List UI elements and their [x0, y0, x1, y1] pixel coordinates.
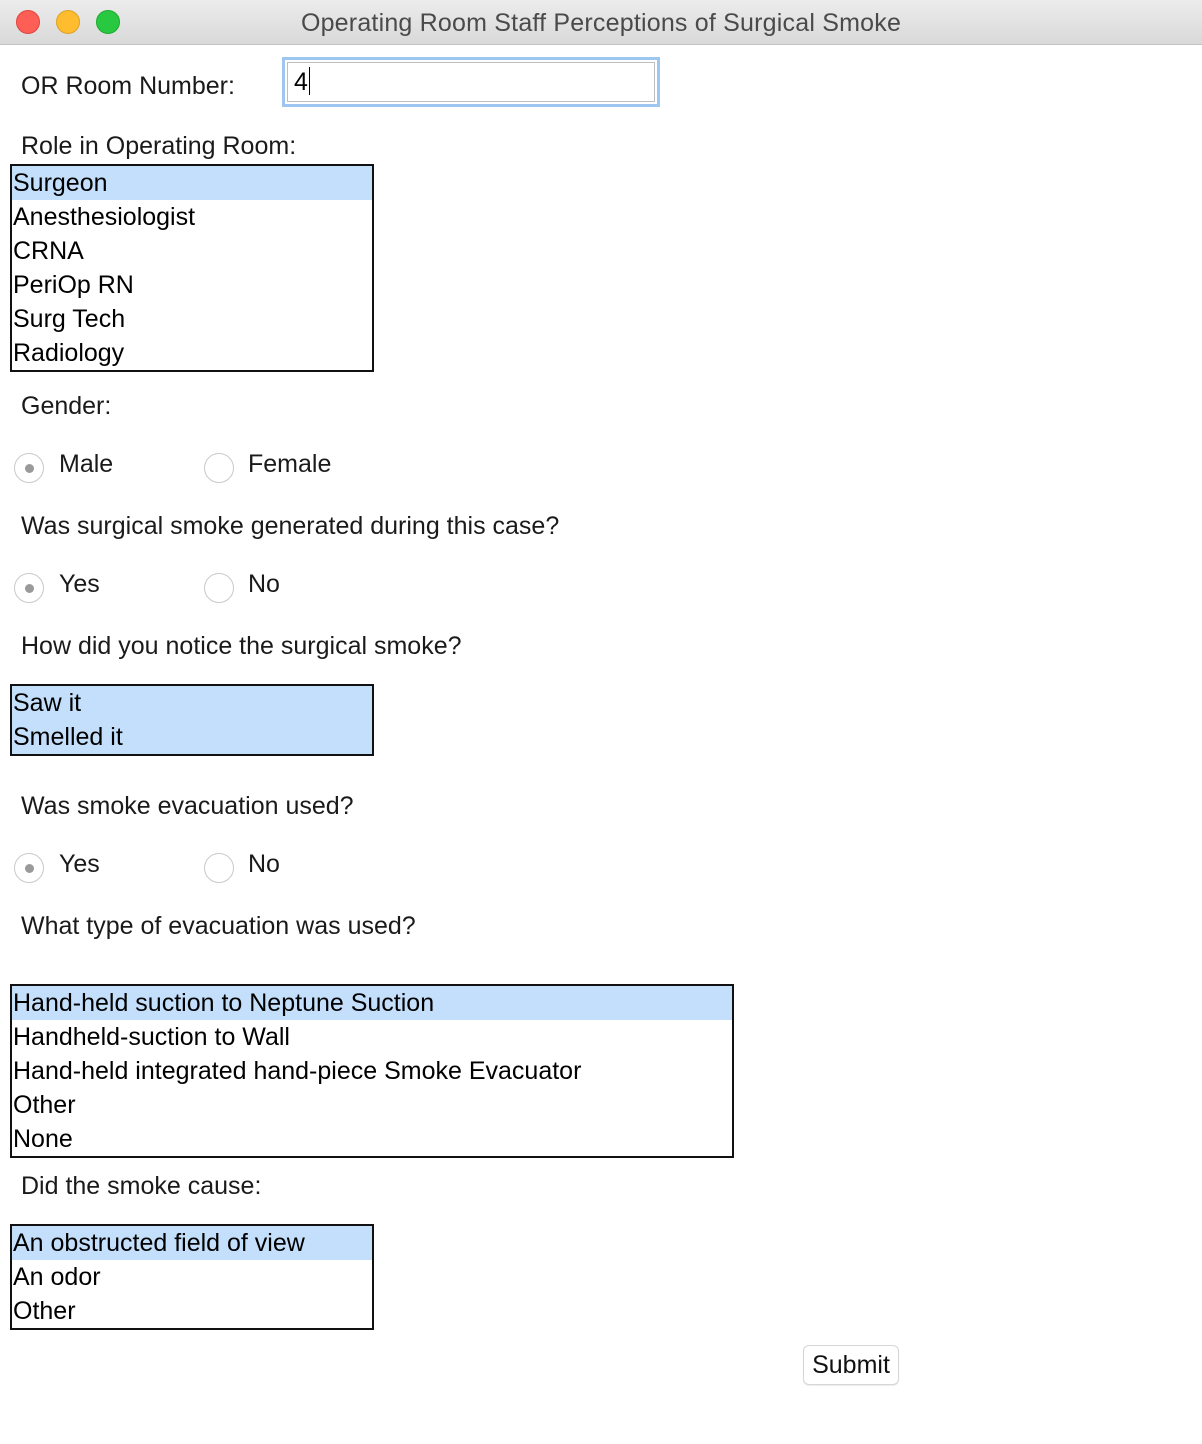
- smoke-generated-no-radio[interactable]: [204, 573, 234, 603]
- or-room-value: 4: [294, 68, 308, 96]
- evac-type-option-integrated[interactable]: Hand-held integrated hand-piece Smoke Evacuator: [13, 1057, 582, 1085]
- smoke-cause-option-obstructed-view[interactable]: An obstructed field of view: [12, 1226, 372, 1260]
- smoke-cause-option-other[interactable]: Other: [13, 1297, 76, 1325]
- evac-used-label: Was smoke evacuation used?: [21, 792, 354, 820]
- evac-used-yes-label[interactable]: Yes: [59, 850, 100, 878]
- notice-label: How did you notice the surgical smoke?: [21, 632, 462, 660]
- window-title: Operating Room Staff Perceptions of Surgical Smoke: [300, 9, 902, 37]
- role-option-periop-rn[interactable]: PeriOp RN: [13, 271, 134, 299]
- evac-type-label: What type of evacuation was used?: [21, 912, 416, 940]
- smoke-cause-option-odor[interactable]: An odor: [13, 1263, 101, 1291]
- evac-used-no-label[interactable]: No: [248, 850, 280, 878]
- role-label: Role in Operating Room:: [21, 132, 297, 160]
- gender-label: Gender:: [21, 392, 112, 420]
- notice-option-saw-it[interactable]: Saw it: [12, 686, 372, 720]
- evac-type-option-none[interactable]: None: [13, 1125, 73, 1153]
- evac-used-no-radio[interactable]: [204, 853, 234, 883]
- smoke-cause-label: Did the smoke cause:: [21, 1172, 262, 1200]
- smoke-generated-no-label[interactable]: No: [248, 570, 280, 598]
- evac-type-listbox[interactable]: [10, 984, 734, 1158]
- role-option-radiology[interactable]: Radiology: [13, 339, 125, 367]
- gender-male-radio[interactable]: [14, 453, 44, 483]
- smoke-generated-label: Was surgical smoke generated during this case?: [21, 512, 560, 540]
- role-listbox[interactable]: [10, 164, 374, 372]
- gender-female-label[interactable]: Female: [248, 450, 332, 478]
- smoke-generated-yes-label[interactable]: Yes: [59, 570, 100, 598]
- evac-type-option-wall[interactable]: Handheld-suction to Wall: [13, 1023, 290, 1051]
- smoke-cause-listbox[interactable]: [10, 1224, 374, 1330]
- role-option-anesthesiologist[interactable]: Anesthesiologist: [13, 203, 196, 231]
- evac-type-option-neptune[interactable]: Hand-held suction to Neptune Suction: [12, 986, 732, 1020]
- smoke-generated-yes-radio[interactable]: [14, 573, 44, 603]
- evac-type-option-other[interactable]: Other: [13, 1091, 76, 1119]
- role-option-crna[interactable]: CRNA: [13, 237, 84, 265]
- notice-option-smelled-it[interactable]: Smelled it: [12, 720, 372, 754]
- gender-female-radio[interactable]: [204, 453, 234, 483]
- or-room-input-field[interactable]: [287, 62, 655, 102]
- role-option-surg-tech[interactable]: Surg Tech: [13, 305, 126, 333]
- notice-listbox[interactable]: [10, 684, 374, 756]
- evac-used-yes-radio[interactable]: [14, 853, 44, 883]
- or-room-label: OR Room Number:: [21, 72, 235, 100]
- text-caret: [309, 67, 310, 95]
- or-room-input[interactable]: [282, 57, 660, 107]
- submit-button[interactable]: Submit: [803, 1345, 899, 1385]
- gender-male-label[interactable]: Male: [59, 450, 114, 478]
- title-bar: [0, 0, 1202, 45]
- role-option-surgeon[interactable]: Surgeon: [12, 166, 372, 200]
